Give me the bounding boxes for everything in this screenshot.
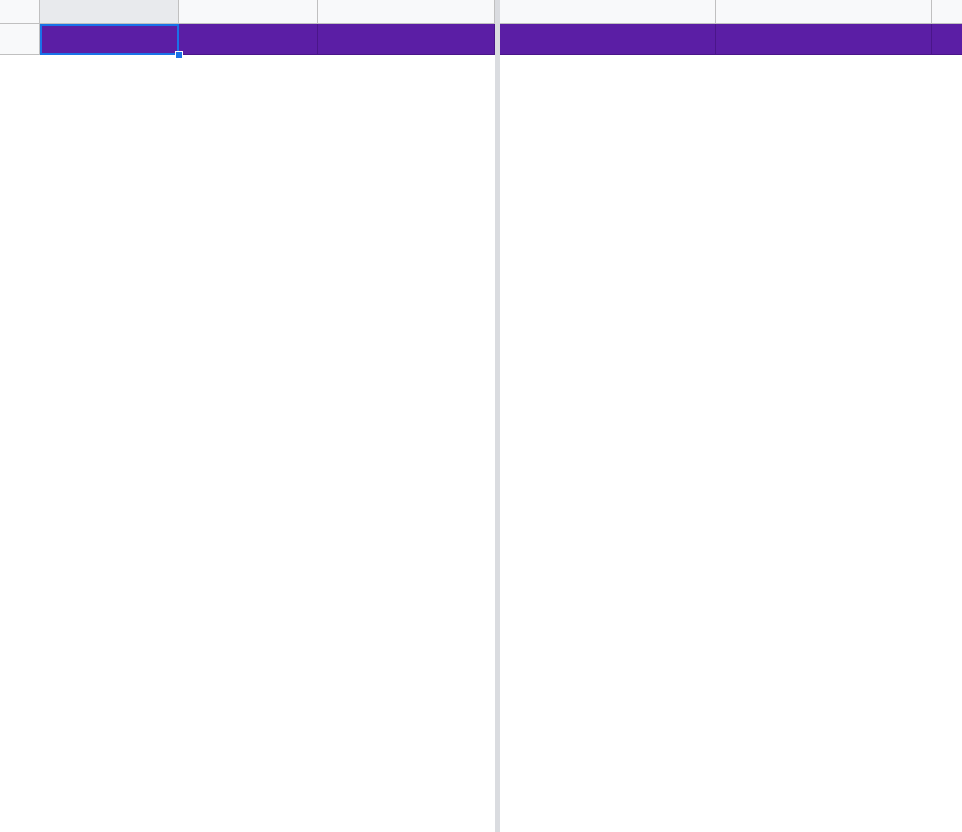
column-header-b[interactable]: [179, 0, 318, 24]
fill-handle[interactable]: [175, 51, 183, 59]
select-all-corner[interactable]: [0, 0, 40, 24]
header-cell-issue[interactable]: [500, 24, 716, 55]
column-header-d[interactable]: [500, 0, 716, 24]
header-cell-component[interactable]: [179, 24, 318, 55]
column-header-f[interactable]: [932, 0, 962, 24]
header-cell-page[interactable]: [40, 24, 179, 55]
header-cell-type[interactable]: [318, 24, 495, 55]
header-cell-empty[interactable]: [932, 24, 962, 55]
column-header-c[interactable]: [318, 0, 495, 24]
column-header-a[interactable]: [40, 0, 179, 24]
header-cell-observation[interactable]: [716, 24, 932, 55]
frozen-column-divider[interactable]: [495, 0, 500, 832]
row-header[interactable]: [0, 24, 40, 55]
column-header-e[interactable]: [716, 0, 932, 24]
